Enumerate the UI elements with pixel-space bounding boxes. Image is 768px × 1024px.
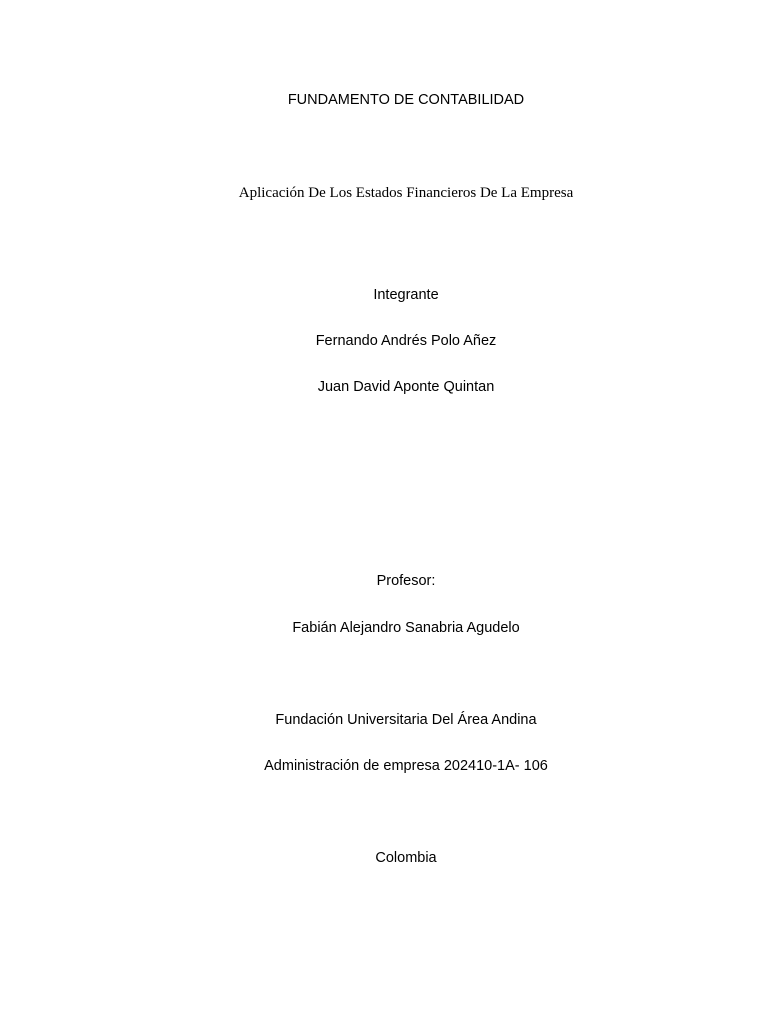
members-heading: Integrante (373, 287, 439, 303)
professor-heading: Profesor: (376, 573, 436, 589)
program-name: Administración de empresa 202410-1A- 106 (264, 758, 548, 774)
country-name: Colombia (375, 850, 437, 866)
member-name: Juan David Aponte Quintan (317, 379, 495, 395)
member-name: Fernando Andrés Polo Añez (315, 333, 497, 349)
course-title: FUNDAMENTO DE CONTABILIDAD (287, 92, 525, 108)
professor-name: Fabián Alejandro Sanabria Agudelo (292, 620, 520, 636)
work-title: Aplicación De Los Estados Financieros De La Empresa (238, 185, 574, 201)
institution-name: Fundación Universitaria Del Área Andina (275, 712, 537, 728)
